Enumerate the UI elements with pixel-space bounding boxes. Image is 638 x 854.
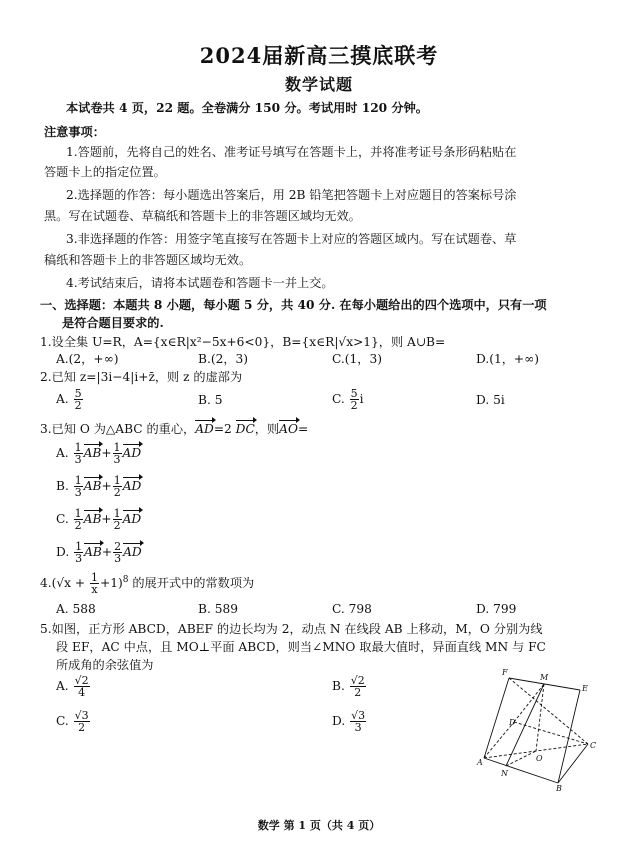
notice-line: 黑。写在试题卷、草稿纸和答题卡上的非答题区域均无效。 bbox=[44, 209, 361, 223]
question-1-stem: 1.设全集 U=R，A={x∈R|x²−5x+6<0}，B={x∈R|√x>1}，则 A∪B= bbox=[40, 335, 446, 349]
q5-option-c: C. $\frac{√3}{2}$ bbox=[56, 709, 89, 734]
q2-option-a: A. $\frac{5}{2}$ bbox=[56, 387, 82, 412]
question-5-line: 段 EF，AC 中点，且 MO⊥平面 ABCD，则当∠MNO 取最大值时，异面直线 MN 与 FC bbox=[56, 640, 546, 654]
q3-option-a: A. $\frac{1}{3}$ AB+ $\frac{1}{3}$ AD bbox=[56, 441, 142, 466]
label-B: B bbox=[556, 784, 562, 792]
notice-line: 稿纸和答题卡上的非答题区域均无效。 bbox=[44, 253, 252, 267]
segment-MO bbox=[536, 684, 544, 751]
q1-option-d: D.(1，+∞) bbox=[476, 352, 540, 366]
page-subtitle: 数学试题 bbox=[284, 75, 353, 94]
label-E: E bbox=[582, 684, 588, 693]
q3-option-d: D. $\frac{1}{3}$ AB+ $\frac{2}{3}$ AD bbox=[56, 540, 142, 565]
notice-heading: 注意事项： bbox=[44, 125, 105, 139]
edge-AD bbox=[484, 722, 514, 758]
q1-option-a: A.(2，+∞) bbox=[56, 352, 119, 366]
section-heading-cont: 是符合题目要求的. bbox=[62, 316, 164, 330]
section-heading: 一、选择题：本题共 8 小题，每小题 5 分，共 40 分. 在每小题给出的四个选项中，只有一项 bbox=[40, 298, 547, 312]
edge-AB bbox=[484, 758, 558, 783]
label-A: A bbox=[477, 758, 483, 767]
notice-line: 2.选择题的作答：每小题选出答案后，用 2B 铅笔把答题卡上对应题目的答案标号涂 bbox=[66, 188, 517, 202]
geometry-figure bbox=[476, 664, 602, 792]
page-title: 2024届新高三摸底联考 bbox=[199, 43, 439, 68]
exam-info: 本试卷共 4 页，22 题。全卷满分 150 分。考试用时 120 分钟。 bbox=[66, 101, 428, 115]
question-5-line: 所成角的余弦值为 bbox=[56, 658, 154, 672]
q4-option-c: C. 798 bbox=[332, 602, 372, 616]
label-F: F bbox=[502, 668, 508, 677]
q4-option-a: A. 588 bbox=[56, 602, 96, 616]
q4-option-d: D. 799 bbox=[476, 602, 517, 616]
question-4-stem: 4.(√x + $\frac{1}{x}$ +1)$^8$ 的展开式中的常数项为 bbox=[40, 571, 255, 596]
q2-option-b: B. 5 bbox=[198, 393, 223, 407]
q5-option-a: A. $\frac{√2}{4}$ bbox=[56, 674, 89, 699]
notice-line: 答题卡上的指定位置。 bbox=[44, 165, 166, 179]
label-O: O bbox=[536, 754, 543, 763]
label-M: M bbox=[540, 673, 549, 682]
q5-option-b: B. $\frac{√2}{2}$ bbox=[332, 674, 365, 699]
label-N: N bbox=[501, 769, 508, 778]
q5-option-d: D. $\frac{√3}{3}$ bbox=[332, 709, 366, 734]
q1-option-c: C.(1，3) bbox=[332, 352, 382, 366]
q1-option-b: B.(2，3) bbox=[198, 352, 249, 366]
q3-option-c: C. $\frac{1}{2}$ AB+ $\frac{1}{2}$ AD bbox=[56, 507, 142, 532]
label-D: D bbox=[509, 718, 516, 727]
notice-line: 3.非选择题的作答：用签字笔直接写在答题卡上对应的答题区域内。写在试题卷、草 bbox=[66, 232, 517, 246]
page-footer: 数学 第 1 页（共 4 页） bbox=[257, 819, 381, 832]
q2-option-c: C. $\frac{5}{2}$ i bbox=[332, 387, 364, 412]
question-2-stem: 2.已知 z=|3i−4|i+z̄，则 z 的虚部为 bbox=[40, 370, 243, 384]
notice-line: 1.答题前，先将自己的姓名、准考证号填写在答题卡上，并将准考证号条形码粘贴在 bbox=[66, 145, 517, 159]
q2-option-d: D. 5i bbox=[476, 393, 505, 407]
question-3-stem: 3.已知 O 为△ABC 的重心，AD=2 DC，则AO= bbox=[40, 422, 309, 436]
edge-AF bbox=[484, 678, 509, 758]
notice-line: 4.考试结束后，请将本试题卷和答题卡一并上交。 bbox=[66, 276, 334, 290]
label-C: C bbox=[590, 741, 597, 750]
q3-option-b: B. $\frac{1}{3}$ AB+ $\frac{1}{2}$ AD bbox=[56, 474, 142, 499]
question-5-line: 5.如图，正方形 ABCD，ABEF 的边长均为 2，动点 N 在线段 AB 上移动，M，O 分别为线 bbox=[40, 622, 543, 636]
q4-option-b: B. 589 bbox=[198, 602, 238, 616]
